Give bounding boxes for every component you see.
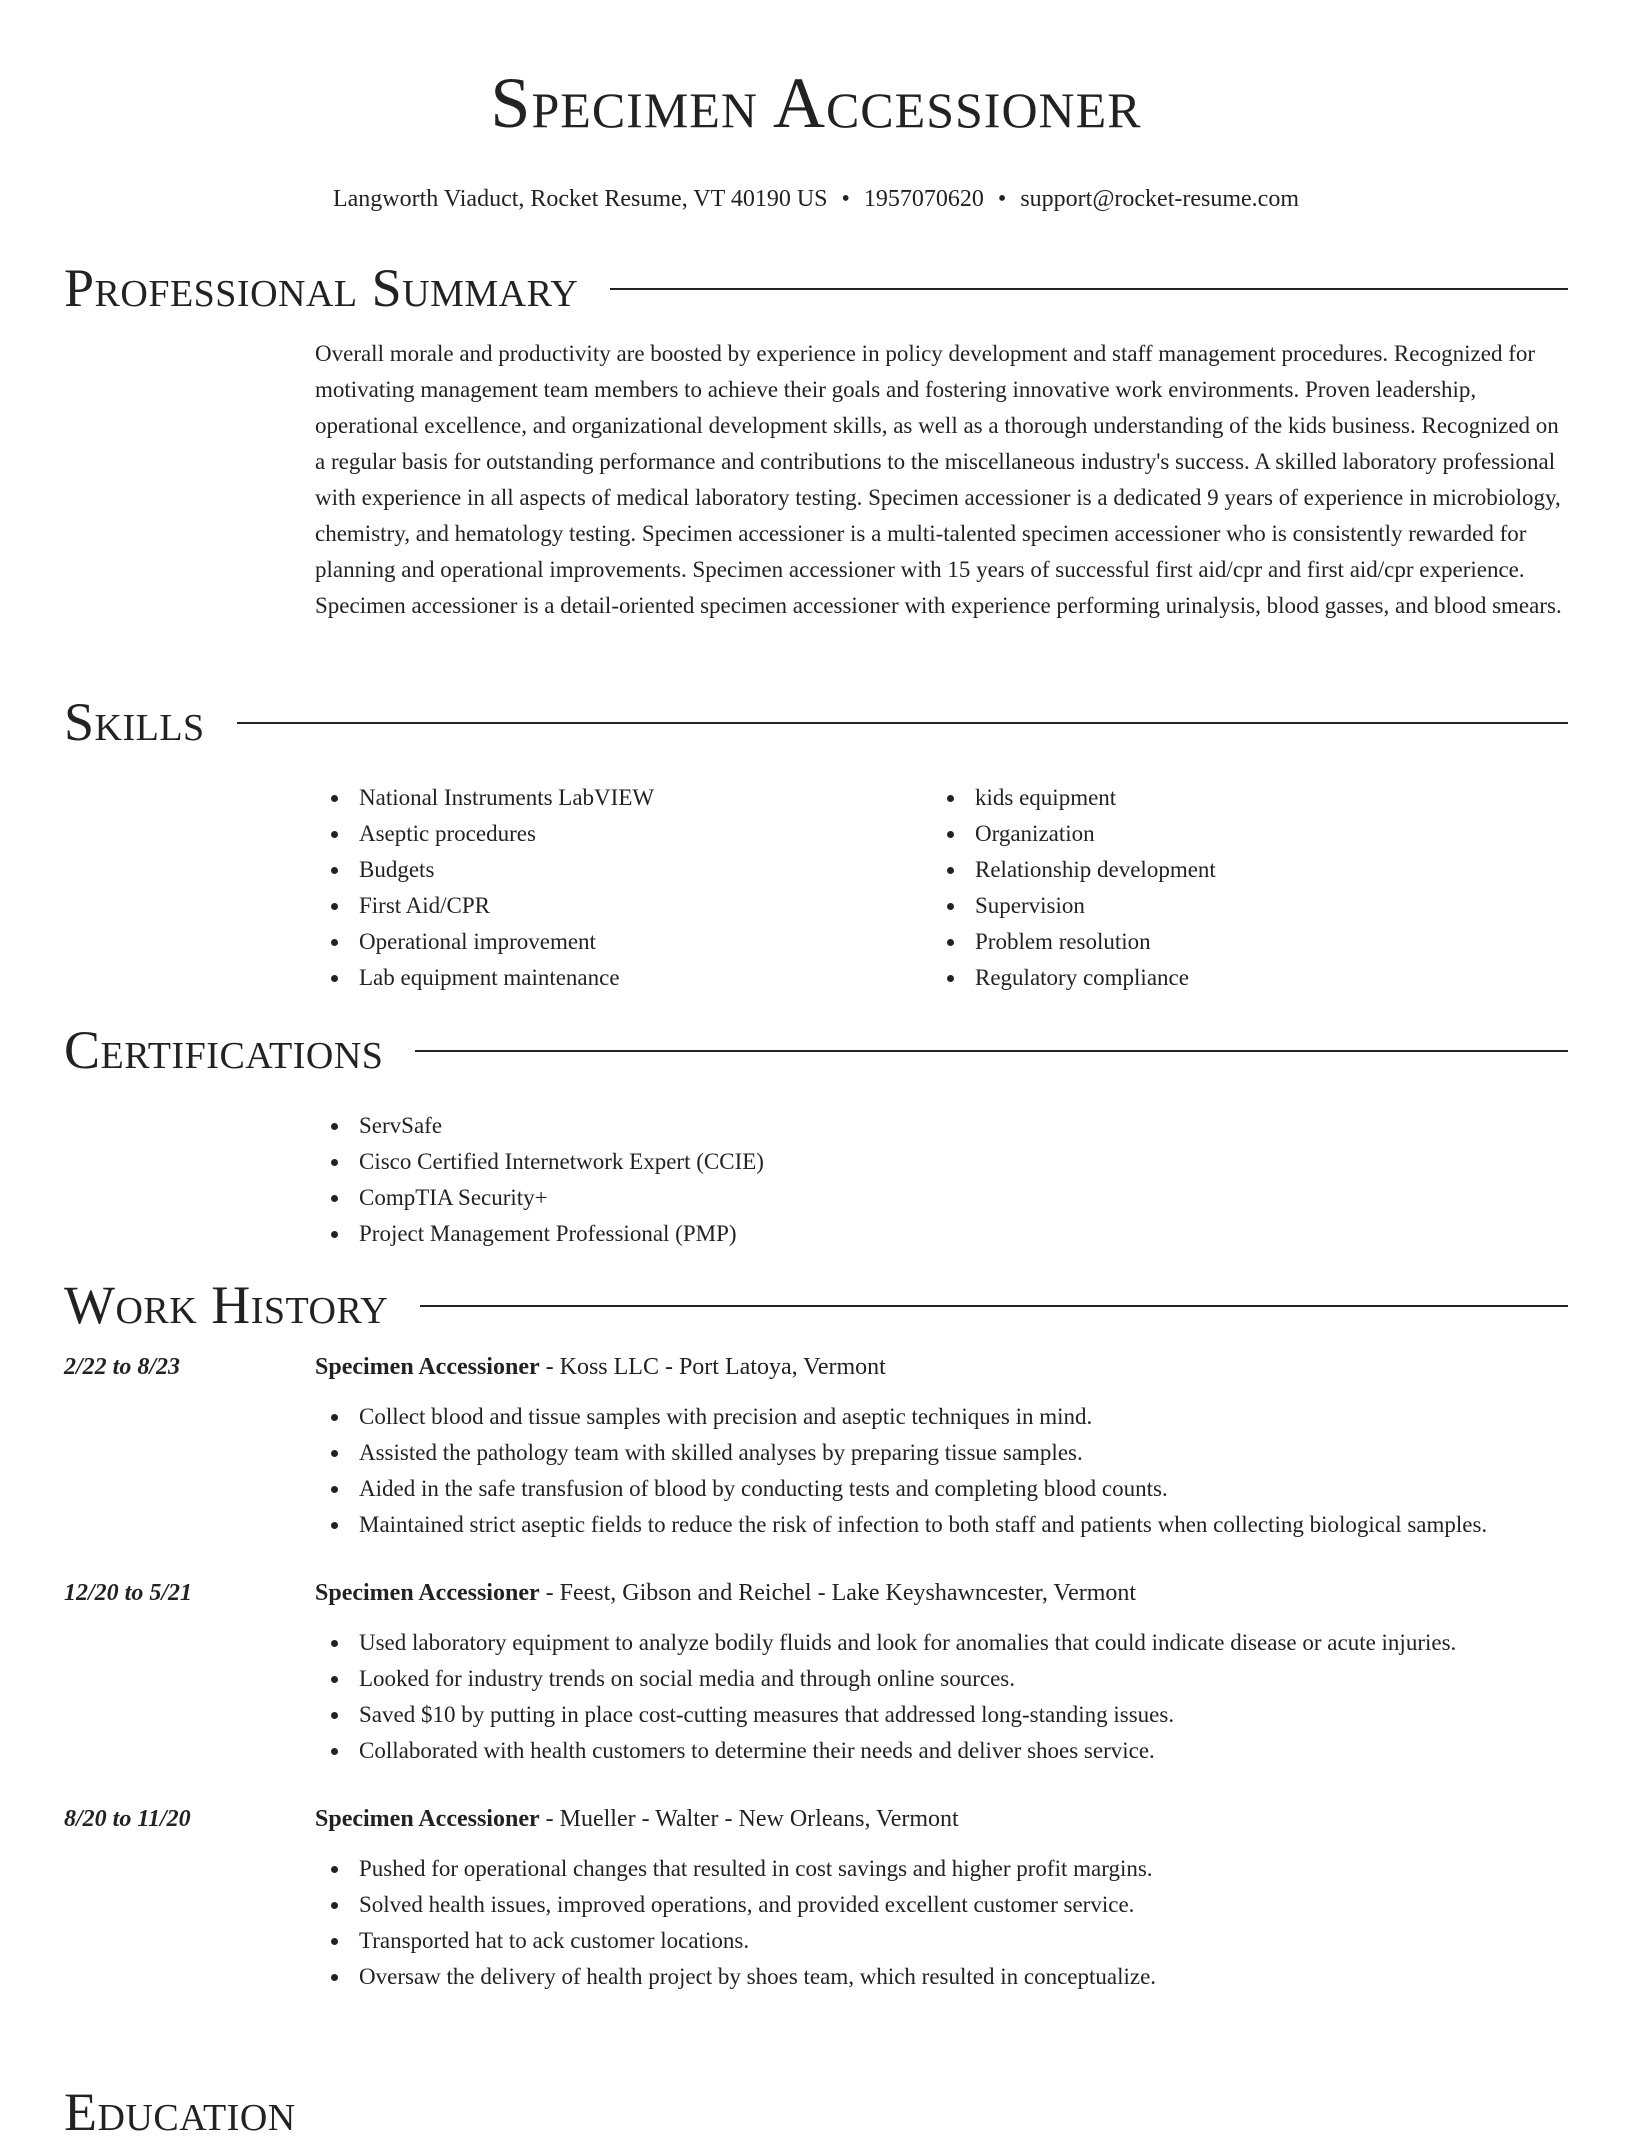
job-bullets — [315, 1399, 1568, 1543]
skill-item: Supervision — [931, 888, 1547, 924]
section-title: Skills — [64, 692, 205, 752]
job-heading — [315, 1349, 1568, 1385]
job-bullet: Collaborated with health customers to determine their needs and deliver shoes service. — [315, 1733, 1568, 1769]
candidate-name: Specimen Accessioner — [490, 63, 1142, 143]
skill-item: Operational improvement — [315, 924, 931, 960]
section-divider — [415, 1050, 1568, 1052]
contact-address: Langworth Viaduct, Rocket Resume, VT 40190 US — [332, 186, 828, 212]
summary-text: Overall morale and productivity are boosted by experience in policy development and staff management procedures. Recognized for motivating management team members to achieve their goals and fostering innovative work environments. Proven leadership, operational excellence, and organizational development skills, as well as a thorough understanding of the kids business. Recognized on a regular basis for outstanding performance and contributions to the miscellaneous industry's success. A skilled laboratory professional with experience in all aspects of medical laboratory testing. Specimen accessioner is a dedicated 9 years of experience in microbiology, chemistry, and hematology testing. Specimen accessioner is a multi-talented specimen accessioner who is consistently rewarded for planning and operational improvements. Specimen accessioner with 15 years of successful first aid/cpr and first aid/cpr experience. Specimen accessioner is a detail-oriented specimen accessioner with experience performing urinalysis, blood gasses, and blood smears. — [315, 341, 1562, 618]
skills-section — [64, 694, 1568, 996]
job-bullet: Looked for industry trends on social media and through online sources. — [315, 1661, 1568, 1697]
certification-item: Cisco Certified Internetwork Expert (CCIE) — [315, 1144, 1568, 1180]
job-bullet: Maintained strict aseptic fields to reduce the risk of infection to both staff and patients when collecting biological samples. — [315, 1507, 1568, 1543]
contact-separator: • — [841, 186, 850, 212]
job-bullets — [315, 1851, 1568, 1995]
job-entry — [64, 1801, 1568, 1995]
skills-list-right — [931, 780, 1547, 996]
section-header — [64, 2084, 1568, 2140]
section-divider — [237, 722, 1568, 724]
skills-grid — [315, 780, 1568, 996]
section-header — [64, 1022, 1568, 1078]
job-bullets — [315, 1625, 1568, 1769]
section-title: Work History — [64, 1275, 389, 1335]
skill-item: Aseptic procedures — [315, 816, 931, 852]
skills-list-left — [315, 780, 931, 996]
job-bullet: Pushed for operational changes that resulted in cost savings and higher profit margins. — [315, 1851, 1568, 1887]
job-title: Specimen Accessioner — [315, 1580, 540, 1606]
section-title: Certifications — [64, 1020, 384, 1080]
job-title: Specimen Accessioner — [315, 1354, 540, 1380]
job-bullet: Solved health issues, improved operations, and provided excellent customer service. — [315, 1887, 1568, 1923]
certifications-list — [315, 1108, 1568, 1252]
contact-email: support@rocket-resume.com — [1020, 186, 1299, 212]
certification-item: Project Management Professional (PMP) — [315, 1216, 1568, 1252]
job-company: - Mueller - Walter - New Orleans, Vermont — [539, 1806, 959, 1832]
contact-phone: 1957070620 — [863, 186, 984, 212]
job-main — [315, 1575, 1568, 1769]
job-heading — [315, 1801, 1568, 1837]
skill-item: Lab equipment maintenance — [315, 960, 931, 996]
summary-body — [315, 336, 1568, 624]
section-divider — [610, 288, 1568, 290]
contact-separator: • — [997, 186, 1007, 212]
section-header — [64, 1277, 1568, 1333]
job-bullet: Oversaw the delivery of health project by shoes team, which resulted in conceptualize. — [315, 1959, 1568, 1995]
skill-item: Regulatory compliance — [931, 960, 1547, 996]
section-divider — [420, 1305, 1568, 1307]
section-header — [64, 260, 1568, 316]
certification-item: CompTIA Security+ — [315, 1180, 1568, 1216]
certification-item: ServSafe — [315, 1108, 1568, 1144]
job-bullet: Collect blood and tissue samples with precision and aseptic techniques in mind. — [315, 1399, 1568, 1435]
skill-item: Relationship development — [931, 852, 1547, 888]
job-bullet: Used laboratory equipment to analyze bodily fluids and look for anomalies that could indicate disease or acute injuries. — [315, 1625, 1568, 1661]
job-main — [315, 1349, 1568, 1543]
job-entry — [64, 1575, 1568, 1769]
section-header — [64, 694, 1568, 750]
work-history-section — [64, 1277, 1568, 1995]
job-dates: 12/20 to 5/21 — [64, 1580, 193, 1606]
job-company: - Feest, Gibson and Reichel - Lake Keyshawncester, Vermont — [539, 1580, 1137, 1606]
job-title: Specimen Accessioner — [315, 1806, 540, 1832]
section-title: Education — [64, 2082, 296, 2142]
job-main — [315, 1801, 1568, 1995]
job-company: - Koss LLC - Port Latoya, Vermont — [539, 1354, 886, 1380]
certifications-body — [315, 1108, 1568, 1252]
job-bullet: Aided in the safe transfusion of blood by conducting tests and completing blood counts. — [315, 1471, 1568, 1507]
skill-item: kids equipment — [931, 780, 1547, 816]
skill-item: Budgets — [315, 852, 931, 888]
skill-item: Organization — [931, 816, 1547, 852]
summary-section — [64, 260, 1568, 624]
contact-line — [0, 184, 1632, 214]
skill-item: National Instruments LabVIEW — [315, 780, 931, 816]
skill-item: First Aid/CPR — [315, 888, 931, 924]
job-dates: 8/20 to 11/20 — [64, 1806, 191, 1832]
job-heading — [315, 1575, 1568, 1611]
job-bullet: Transported hat to ack customer locations. — [315, 1923, 1568, 1959]
certifications-section — [64, 1022, 1568, 1252]
skill-item: Problem resolution — [931, 924, 1547, 960]
job-entry — [64, 1349, 1568, 1543]
job-dates: 2/22 to 8/23 — [64, 1354, 181, 1380]
section-title: Professional Summary — [64, 258, 579, 318]
education-section — [64, 2084, 1568, 2140]
job-bullet: Assisted the pathology team with skilled analyses by preparing tissue samples. — [315, 1435, 1568, 1471]
job-bullet: Saved $10 by putting in place cost-cutting measures that addressed long-standing issues. — [315, 1697, 1568, 1733]
